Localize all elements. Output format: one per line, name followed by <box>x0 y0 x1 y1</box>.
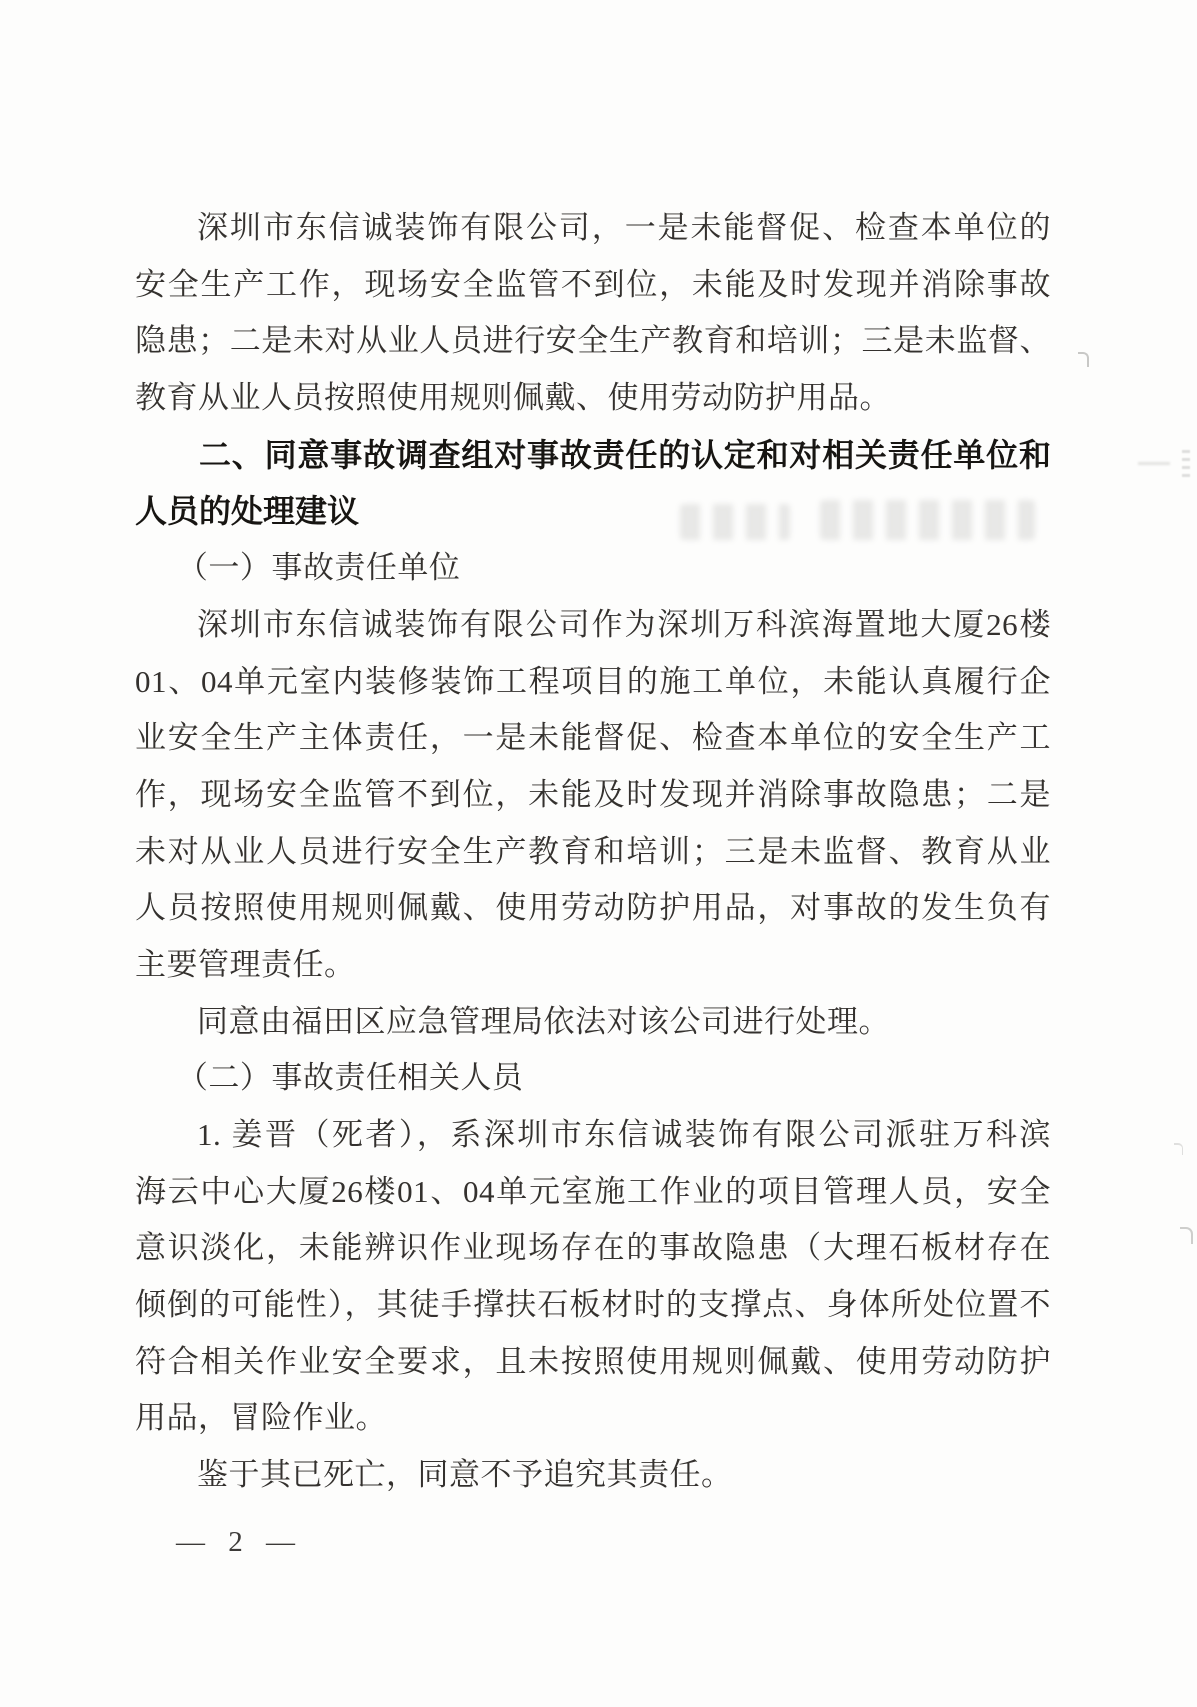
scan-mark <box>1138 462 1170 465</box>
paragraph <box>135 597 1051 994</box>
scan-mark <box>1182 450 1190 480</box>
text-line: 深圳市东信诚装饰有限公司，一是未能督促、检查本单位的 <box>197 210 1051 245</box>
scan-mark <box>1078 352 1089 367</box>
text-line: 业安全生产主体责任，一是未能督促、检查本单位的安全生产工 <box>135 720 1051 756</box>
text-line: 隐患；二是未对从业人员进行安全生产教育和培训；三是未监督、 <box>135 323 1051 359</box>
scan-mark <box>1180 1227 1193 1244</box>
text-line: 用品，冒险作业。 <box>135 1400 387 1436</box>
bleedthrough-artifact <box>680 504 790 540</box>
text-line: 教育从业人员按照使用规则佩戴、使用劳动防护用品。 <box>135 380 891 416</box>
subsection-label: （一）事故责任单位 <box>176 550 461 586</box>
text-line: 深圳市东信诚装饰有限公司作为深圳万科滨海置地大厦26楼 <box>197 606 1051 642</box>
subsection-heading <box>135 1050 1051 1107</box>
text-line: 安全生产工作，现场安全监管不到位，未能及时发现并消除事故 <box>135 266 1051 302</box>
text-line: 海云中心大厦26楼01、04单元室施工作业的项目管理人员，安全 <box>135 1173 1051 1209</box>
document-text-column <box>135 200 1051 1504</box>
text-line: 作，现场安全监管不到位，未能及时发现并消除事故隐患；二是 <box>135 776 1051 812</box>
section-heading-line: 人员的处理建议 <box>135 493 360 530</box>
text-line: 未对从业人员进行安全生产教育和培训；三是未监督、教育从业 <box>135 833 1051 869</box>
paragraph <box>135 994 1051 1051</box>
page-number: — 2 — <box>176 1526 303 1558</box>
text-line: 鉴于其已死亡，同意不予追究其责任。 <box>197 1457 733 1493</box>
text-line: 符合相关作业安全要求，且未按照使用规则佩戴、使用劳动防护 <box>135 1343 1051 1379</box>
paragraph <box>135 1447 1051 1504</box>
subsection-label: （二）事故责任相关人员 <box>176 1060 524 1096</box>
text-line: 同意由福田区应急管理局依法对该公司进行处理。 <box>197 1003 890 1039</box>
text-line: 01、04单元室内装修装饰工程项目的施工单位，未能认真履行企 <box>135 663 1051 699</box>
text-line: 意识淡化，未能辨识作业现场存在的事故隐患（大理石板材存在 <box>135 1230 1051 1266</box>
paragraph <box>135 200 1051 427</box>
text-line: 主要管理责任。 <box>135 946 356 982</box>
text-line: 人员按照使用规则佩戴、使用劳动防护用品，对事故的发生负有 <box>135 890 1051 926</box>
subsection-heading <box>135 540 1051 597</box>
scan-mark <box>1174 1143 1183 1155</box>
text-line: 倾倒的可能性），其徒手撑扶石板材时的支撑点、身体所处位置不 <box>135 1287 1051 1323</box>
text-line: 1. 姜晋（死者），系深圳市东信诚装饰有限公司派驻万科滨 <box>197 1117 1051 1152</box>
bleedthrough-artifact <box>820 500 1035 540</box>
paragraph <box>135 1107 1051 1447</box>
section-heading-line: 二、同意事故调查组对事故责任的认定和对相关责任单位和 <box>199 436 1051 473</box>
